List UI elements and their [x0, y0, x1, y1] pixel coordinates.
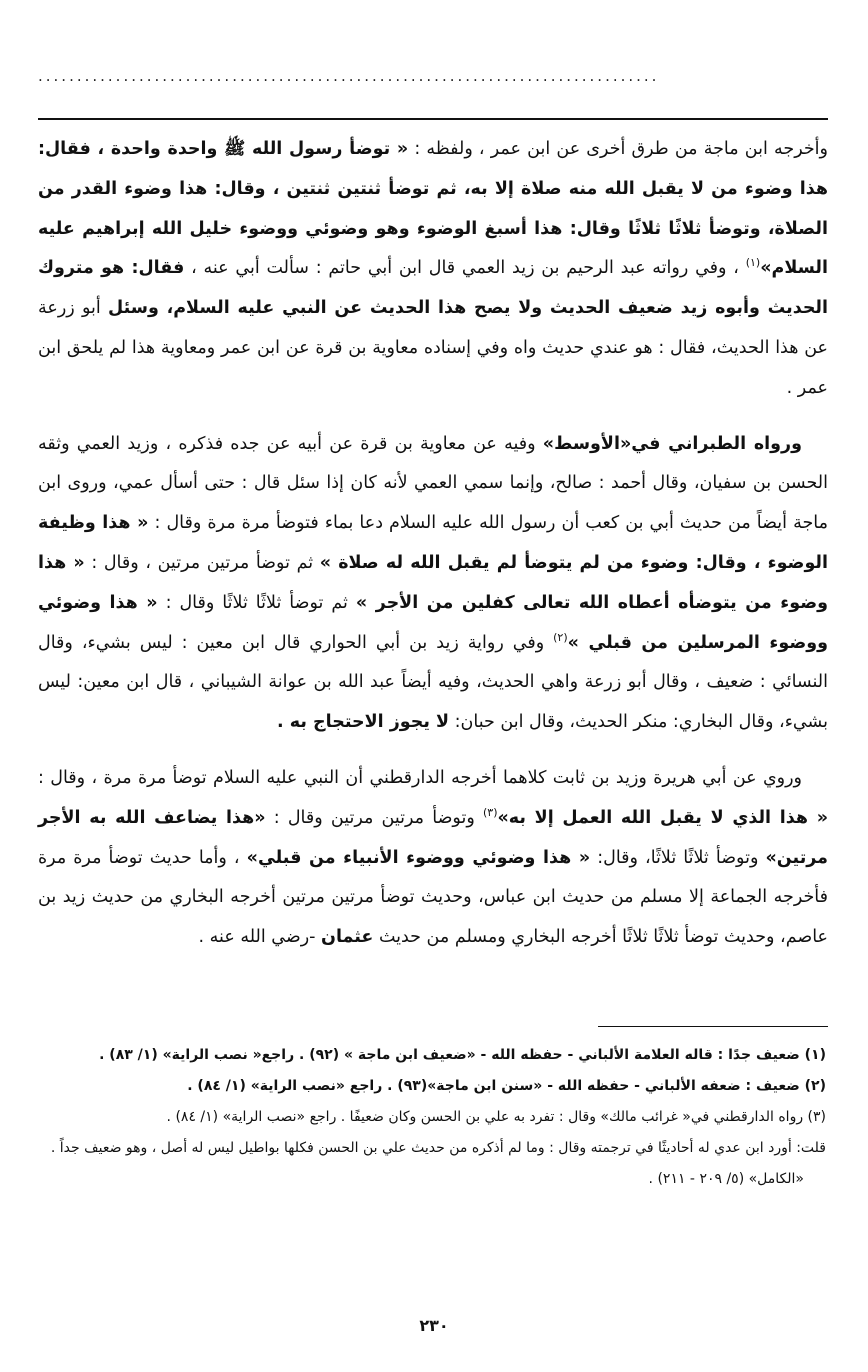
footnote-2: (٢) ضعيف : ضعفه الألباني - حفظه الله - «سنن ابن ماجة»(٩٣) . راجع «نصب الراية» (١/ ٨٤) . — [187, 1078, 826, 1094]
hadith-quote: « هذا وضوئي ووضوء الأنبياء من قبلي» — [246, 847, 591, 868]
hadith-quote: « هذا الذي لا يقبل الله العمل إلا به» — [497, 807, 828, 828]
text-span: وأخرجه ابن ماجة من طرق أخرى عن ابن عمر ، ولفظه : — [408, 139, 828, 159]
hadith-quote: «هذا يضاعف الله به الأجر مرتين» — [38, 807, 828, 868]
text-span: ثم توضأ ثلاثًا ثلاثًا وقال : — [157, 592, 356, 613]
text-span: ، وأما حديث توضأ مرة مرة فأخرجه الجماعة إلا مسلم من حديث ابن عباس، وحديث توضأ مرتين مرتين أخرجه البخاري من حديث زيد بن عاصم، وحديث توضأ ثلاثًا ثلاثًا أخرجه البخاري ومسلم من حديث — [38, 847, 828, 948]
footnote-ref-2[interactable]: (٢) — [553, 630, 568, 644]
footnote-1: (١) ضعيف جدًا : قاله العلامة الألباني - حفظه الله - «ضعيف ابن ماجة » (٩٢) . راجع« نصب الراية» (١/ ٨٣) . — [99, 1047, 826, 1063]
footnote-ref-1[interactable]: (١) — [745, 256, 761, 270]
hadith-quote: هذا أسبغ الوضوء وهو وضوئي ووضوء خليل الله إبراهيم عليه السلام» — [38, 218, 828, 279]
footnote-source: «الكامل» (٥/ ٢٠٩ - ٢١١) . — [648, 1171, 804, 1187]
main-text — [38, 130, 828, 958]
hadith-quote: « هذا وظيفة الوضوء ، وقال: وضوء من لم يتوضأ لم يقبل الله له صلاة » — [38, 513, 828, 573]
hadith-quote: « توضأ رسول الله ﷺ واحدة واحدة ، فقال: هذا وضوء من لا يقبل الله منه صلاة إلا به، ثم توضأ ثنتين ثنتين ، وقال: هذا وضوء القدر من الصلاة، وتوضأ ثلاثًا ثلاثًا وقال: — [38, 139, 828, 239]
bold-span: ورواه الطبراني في — [631, 433, 802, 454]
text-span: وفي رواية زيد بن أبي الحواري قال ابن معين : ليس بشيء، وقال النسائي : ضعيف ، وقال أبو زرعة واهي الحديث، وفيه أيضاً عبد الله بن عوانة الشيباني ، قال ابن معين: ليس بشيء، وقال البخاري: منكر الحديث، وقال ابن حبان: — [38, 632, 828, 733]
bold-span: فقال: هو متروك الحديث وأبوه زيد ضعيف الحديث ولا يصح هذا الحديث عن النبي عليه السلام، وسئل — [38, 258, 829, 319]
hadith-quote: « هذا وضوئي ووضوء المرسلين من قبلي » — [38, 592, 828, 653]
text-span: وفيه عن معاوية بن قرة عن أبيه عن جده فذكره ، وزيد العمي وثقه الحسن بن سفيان، وقال أحمد : صالح، وإنما سمي العمي لأنه كان إذا سئل قال : حتى أسأل عمي، وروى ابن ماجة أيضاً من حديث أبي بن كعب أن رسول الله عليه السلام دعا بماء فتوضأ مرة مرة وقال : — [38, 433, 828, 534]
text-span: وروي عن أبي هريرة وزيد بن ثابت كلاهما أخرجه الدارقطني أن النبي عليه السلام توضأ مرة مرة ، وقال : — [38, 767, 802, 788]
footnote-3: (٣) رواه الدارقطني في« غرائب مالك» وقال : تفرد به علي بن الحسن وكان ضعيفًا . راجع «نصب الراية» (١/ ٨٤) . — [166, 1109, 826, 1125]
footnote-separator — [598, 1026, 828, 1027]
text-span: -رضي الله عنه . — [198, 927, 322, 948]
footnotes — [40, 1040, 826, 1195]
text-span: ثم توضأ مرتين مرتين ، وقال : — [84, 552, 320, 573]
header-rule — [38, 118, 828, 120]
hadith-quote: « هذا وضوء من يتوضأه أعطاه الله تعالى كفلين من الأجر » — [38, 552, 828, 613]
header-dotted-leader: ................................................................................ — [38, 67, 660, 85]
paragraph-2 — [38, 425, 828, 743]
paragraph-1 — [38, 130, 828, 409]
bold-span: عثمان — [321, 927, 374, 948]
paragraph-3 — [38, 759, 828, 958]
text-span: ، وفي رواته عبد الرحيم بن زيد العمي قال ابن أبي حاتم : سألت أبي عنه ، — [184, 258, 746, 279]
text-span: وتوضأ ثلاثًا ثلاثًا، وقال: — [590, 847, 766, 868]
text-span: وتوضأ مرتين مرتين وقال : — [265, 807, 483, 828]
page-number: ٢٣٠ — [419, 1316, 449, 1335]
bold-span: لا يجوز الاحتجاج به . — [277, 712, 450, 733]
book-title: «الأوسط» — [542, 433, 632, 454]
footnote-note: قلت: أورد ابن عدي له أحاديثًا في ترجمته وقال : وما لم أذكره من حديث علي بن الحسن فكلها بواطيل ليس له أصل ، وهو ضعيف جداً . — [50, 1140, 826, 1156]
text-span: أبو زرعة عن هذا الحديث، فقال : هو عندي حديث واه وفي إسناده معاوية بن قرة عن ابن عمر ومعاوية هذا لم يلحق ابن عمر . — [38, 298, 828, 398]
footnote-ref-3[interactable]: (٣) — [482, 805, 498, 819]
